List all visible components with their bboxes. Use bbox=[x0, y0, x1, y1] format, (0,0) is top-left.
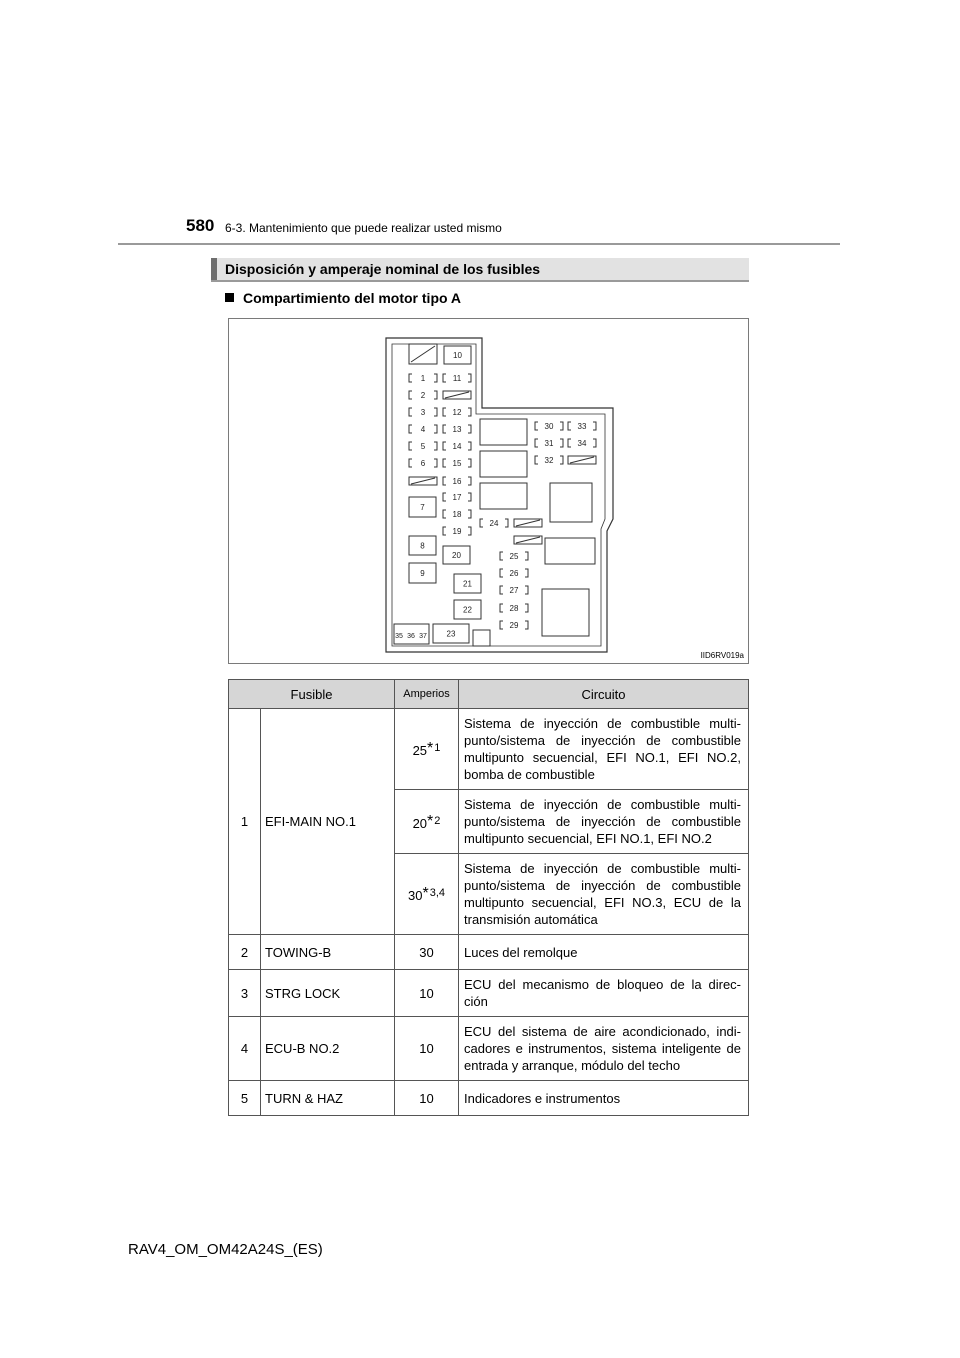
fuse-circuit: Sistema de inyección de combustible multi-punto/sistema de inyección de combustible multipunto secuencial, EFI NO.3, ECU de la transmisión automática bbox=[459, 854, 749, 935]
header-amps: Amperios bbox=[395, 680, 459, 709]
empty-slot-slash bbox=[516, 520, 540, 526]
relay-block bbox=[545, 538, 595, 564]
section-title: Disposición y amperaje nominal de los fusibles bbox=[225, 261, 541, 277]
fuse-label: 17 bbox=[452, 493, 462, 502]
fuse-label: 9 bbox=[420, 569, 425, 578]
header-rule bbox=[118, 243, 840, 245]
header-fuse: Fusible bbox=[229, 680, 395, 709]
amps-value: 20 bbox=[412, 815, 428, 831]
fuse-label: 13 bbox=[452, 425, 462, 434]
fuse-circuit: Sistema de inyección de combustible multi-punto/sistema de inyección de combustible multipunto secuencial, EFI NO.1, EFI NO.2 bbox=[459, 790, 749, 854]
fuse-number: 4 bbox=[229, 1017, 261, 1081]
empty-slot-slash bbox=[570, 457, 594, 463]
figure-id: IID6RV019a bbox=[700, 651, 744, 660]
fuse-name: TURN & HAZ bbox=[261, 1081, 395, 1116]
footnote-number: 3,4 bbox=[429, 887, 445, 899]
amps-value: 30 bbox=[408, 888, 423, 903]
footnote-number: 2 bbox=[434, 814, 441, 827]
table-header-row bbox=[229, 680, 749, 709]
fuse-label: 5 bbox=[420, 442, 426, 451]
fuse-label: 11 bbox=[452, 374, 462, 383]
fuse-label: 10 bbox=[453, 351, 462, 360]
relay-block bbox=[542, 589, 589, 636]
fuse-label: 16 bbox=[452, 477, 462, 486]
fuse-amps: 10 bbox=[395, 970, 459, 1017]
fuse-number: 5 bbox=[229, 1081, 261, 1116]
fuse-circuit: Luces del remolque bbox=[459, 935, 749, 970]
fuse-circuit: Sistema de inyección de combustible multi-punto/sistema de inyección de combustible multipunto secuencial, EFI NO.1, EFI NO.2, bomba de combustible bbox=[459, 709, 749, 790]
fuse-label: 3 bbox=[420, 408, 426, 417]
fuse-label: 1 bbox=[420, 374, 426, 383]
footnote-ref bbox=[427, 740, 441, 757]
subsection-heading bbox=[225, 290, 461, 306]
footnote-ref bbox=[427, 812, 441, 830]
fuse-circuit: ECU del mecanismo de bloqueo de la direc-ción bbox=[459, 970, 749, 1017]
fuse-label: 27 bbox=[509, 586, 519, 595]
empty-slot-slash bbox=[411, 346, 435, 362]
fuse-label: 34 bbox=[577, 439, 587, 448]
fuse-label: 4 bbox=[420, 425, 426, 434]
empty-slot-slash bbox=[516, 537, 540, 543]
fuse-label: 32 bbox=[544, 456, 554, 465]
fuse-box-drawing bbox=[229, 319, 750, 665]
asterisk: * bbox=[427, 740, 434, 757]
fuse-label: 14 bbox=[452, 442, 462, 451]
fuse-label: 22 bbox=[463, 605, 472, 615]
fuse-label: 7 bbox=[420, 503, 425, 512]
empty-slot-slash bbox=[411, 478, 435, 484]
fuse-amps: 30 bbox=[395, 935, 459, 970]
fuse-label: 25 bbox=[509, 552, 519, 561]
asterisk: * bbox=[427, 812, 434, 830]
relay-block bbox=[550, 483, 592, 522]
fuse-box-diagram bbox=[228, 318, 749, 664]
footnote-ref bbox=[422, 885, 445, 902]
fuse-name: EFI-MAIN NO.1 bbox=[261, 709, 395, 935]
fuse-label: 6 bbox=[420, 459, 426, 468]
fuse-amps: 10 bbox=[395, 1081, 459, 1116]
relay-block bbox=[480, 419, 527, 445]
fuse-label: 8 bbox=[420, 541, 425, 551]
fuse-circuit: Indicadores e instrumentos bbox=[459, 1081, 749, 1116]
fuse-label: 26 bbox=[509, 569, 519, 578]
section-heading bbox=[211, 258, 749, 282]
subsection-title: Compartimiento del motor tipo A bbox=[243, 290, 462, 306]
fuse-table bbox=[228, 679, 749, 1116]
fuse-name: STRG LOCK bbox=[261, 970, 395, 1017]
chapter-title: 6-3. Mantenimiento que puede realizar usted mismo bbox=[225, 221, 502, 235]
table-row bbox=[229, 935, 749, 970]
fuse-box-inner-outline bbox=[392, 344, 605, 646]
table-row bbox=[229, 709, 749, 790]
page-number: 580 bbox=[186, 216, 215, 235]
table-row bbox=[229, 1081, 749, 1116]
fuse-amps bbox=[395, 709, 459, 790]
footnote-number: 1 bbox=[434, 742, 441, 754]
fuse-amps bbox=[395, 790, 459, 854]
fuse-number: 2 bbox=[229, 935, 261, 970]
fuse-label: 23 bbox=[446, 629, 456, 639]
header-circuit: Circuito bbox=[459, 680, 749, 709]
relay-block bbox=[480, 451, 527, 477]
fuse-label: 18 bbox=[452, 510, 462, 519]
fuse-number: 1 bbox=[229, 709, 261, 935]
fuse-label: 31 bbox=[544, 439, 554, 448]
fuse-label: 2 bbox=[420, 391, 426, 400]
fuse-label: 37 bbox=[419, 633, 427, 640]
fuse-label: 24 bbox=[489, 519, 499, 528]
fuse-circuit: ECU del sistema de aire acondicionado, indi-cadores e instrumentos, sistema inteligente de entrada y arranque, módulo del techo bbox=[459, 1017, 749, 1081]
fuse-label: 29 bbox=[509, 621, 519, 630]
table-row bbox=[229, 1017, 749, 1081]
empty-slot-slash bbox=[445, 392, 469, 398]
fuse-label: 35 bbox=[395, 633, 403, 640]
footer-doc-code: RAV4_OM_OM42A24S_(ES) bbox=[128, 1241, 323, 1258]
amps-value: 25 bbox=[412, 743, 428, 758]
fuse-amps bbox=[395, 854, 459, 935]
connector-notch bbox=[473, 630, 490, 646]
fuse-label: 28 bbox=[509, 604, 519, 613]
table-row bbox=[229, 970, 749, 1017]
fuse-label: 33 bbox=[577, 422, 587, 431]
fuse-name: TOWING-B bbox=[261, 935, 395, 970]
fuse-label: 20 bbox=[452, 551, 461, 560]
square-bullet-icon bbox=[225, 293, 234, 302]
fuse-label: 15 bbox=[452, 459, 462, 468]
fuse-amps: 10 bbox=[395, 1017, 459, 1081]
asterisk: * bbox=[422, 885, 429, 902]
fuse-number: 3 bbox=[229, 970, 261, 1017]
fuse-label: 36 bbox=[407, 633, 415, 640]
fuse-name: ECU-B NO.2 bbox=[261, 1017, 395, 1081]
section-accent bbox=[211, 258, 217, 280]
fuse-label: 19 bbox=[452, 527, 462, 536]
relay-block bbox=[480, 483, 527, 509]
fuse-label: 30 bbox=[544, 422, 554, 431]
fuse-label: 21 bbox=[463, 579, 472, 589]
fuse-label: 12 bbox=[452, 408, 462, 417]
